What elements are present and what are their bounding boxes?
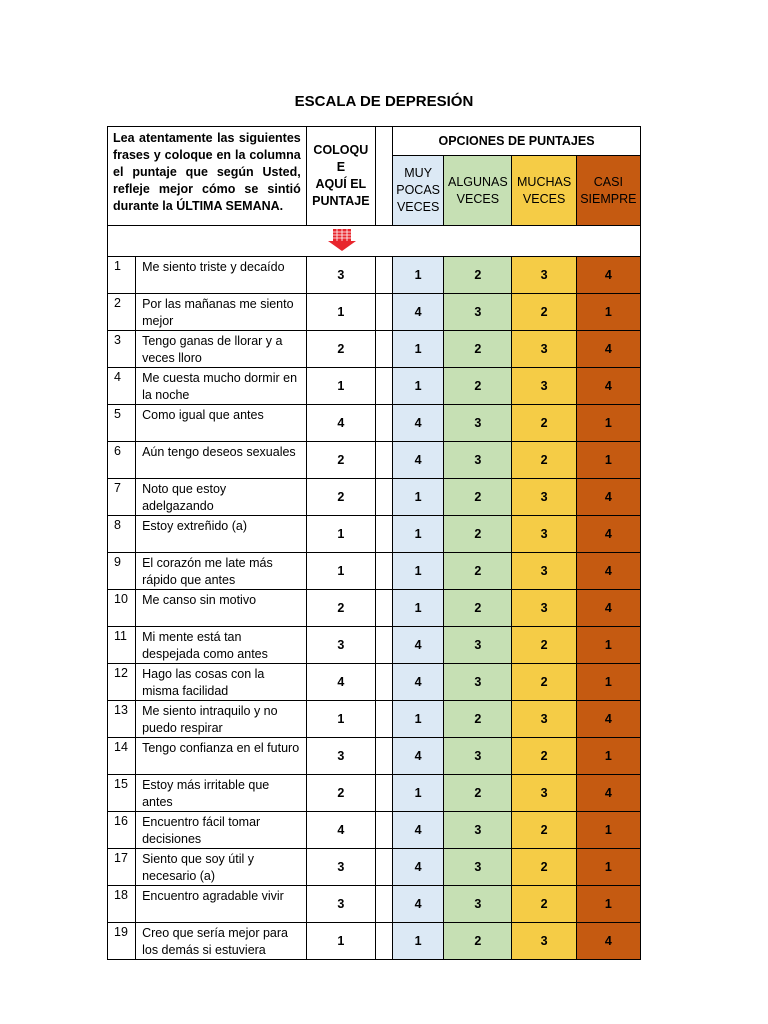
option-value: 1 [576,738,640,775]
option-value: 2 [512,812,576,849]
item-number: 7 [108,479,136,516]
option-value: 4 [576,701,640,738]
item-statement: Como igual que antes [136,405,307,442]
option-value: 1 [576,664,640,701]
option-value: 2 [444,553,512,590]
item-statement: Me siento intraquilo y no puedo respirar [136,701,307,738]
item-statement: El corazón me late más rápido que antes [136,553,307,590]
option-value: 2 [444,331,512,368]
item-number: 16 [108,812,136,849]
options-title: OPCIONES DE PUNTAJES [393,127,641,156]
option-value: 3 [512,701,576,738]
option-value: 2 [444,775,512,812]
score-input-cell[interactable]: 2 [306,442,375,479]
option-line: VECES [522,191,566,206]
item-statement: Me cuesta mucho dormir en la noche [136,368,307,405]
option-line: POCAS [396,183,441,197]
option-value: 4 [576,257,640,294]
gap-cell [375,442,392,479]
option-value: 4 [393,627,444,664]
option-value: 1 [393,368,444,405]
option-casi-siempre [576,156,640,226]
option-value: 2 [512,294,576,331]
gap-cell [375,849,392,886]
score-input-cell[interactable]: 3 [306,257,375,294]
item-number: 15 [108,775,136,812]
option-value: 3 [512,257,576,294]
option-value: 4 [576,516,640,553]
option-line: MUCHAS [517,174,572,189]
option-value: 1 [576,442,640,479]
gap-cell [375,812,392,849]
option-value: 2 [444,516,512,553]
item-number: 2 [108,294,136,331]
gap-cell [375,405,392,442]
gap-cell [375,886,392,923]
option-value: 2 [444,257,512,294]
option-muchas-veces [512,156,576,226]
coloque-line: AQUÍ EL [315,177,367,191]
item-statement: Estoy extreñido (a) [136,516,307,553]
option-line: ALGUNAS [447,174,508,189]
score-input-cell[interactable]: 4 [306,812,375,849]
option-value: 2 [444,590,512,627]
option-value: 4 [393,442,444,479]
option-value: 2 [444,368,512,405]
option-value: 2 [512,664,576,701]
item-number: 6 [108,442,136,479]
gap-cell [375,590,392,627]
gap-cell [375,701,392,738]
option-value: 4 [576,553,640,590]
option-value: 1 [576,627,640,664]
score-input-cell[interactable]: 3 [306,886,375,923]
table-row [108,775,641,812]
option-value: 4 [576,479,640,516]
item-statement: Estoy más irritable que antes [136,775,307,812]
item-statement: Me siento triste y decaído [136,257,307,294]
gap-cell [375,627,392,664]
item-statement: Me canso sin motivo [136,590,307,627]
item-statement: Mi mente está tan despejada como antes [136,627,307,664]
option-value: 1 [576,405,640,442]
option-value: 4 [393,405,444,442]
option-value: 3 [512,331,576,368]
option-value: 2 [512,849,576,886]
option-value: 1 [393,701,444,738]
option-value: 1 [393,923,444,960]
coloque-line: E [336,160,346,174]
option-value: 4 [393,812,444,849]
table-row [108,812,641,849]
option-value: 2 [512,627,576,664]
option-value: 3 [512,553,576,590]
option-line: VECES [456,191,500,206]
item-statement: Siento que soy útil y necesario (a) [136,849,307,886]
option-value: 4 [393,294,444,331]
gap-cell [375,257,392,294]
option-value: 3 [444,849,512,886]
option-value: 4 [393,849,444,886]
item-number: 19 [108,923,136,960]
option-value: 2 [512,886,576,923]
option-line: SIEMPRE [580,191,637,206]
page-title: ESCALA DE DEPRESIÓN [294,93,474,110]
option-value: 3 [444,294,512,331]
score-input-cell[interactable]: 1 [306,294,375,331]
item-statement: Hago las cosas con la misma facilidad [136,664,307,701]
option-line: CASI [593,174,623,189]
option-value: 3 [444,738,512,775]
option-value: 4 [576,368,640,405]
option-value: 1 [576,812,640,849]
gap-cell [375,738,392,775]
table-row [108,516,641,553]
gap-cell [375,368,392,405]
table-row [108,590,641,627]
item-statement: Por las mañanas me siento mejor [136,294,307,331]
option-value: 1 [393,590,444,627]
gap-cell [375,553,392,590]
option-value: 3 [512,923,576,960]
item-number: 13 [108,701,136,738]
option-value: 1 [393,257,444,294]
gap-cell [375,294,392,331]
score-input-cell[interactable]: 1 [306,923,375,960]
score-input-cell[interactable]: 2 [306,331,375,368]
option-value: 2 [444,923,512,960]
item-number: 4 [108,368,136,405]
red-down-arrow-icon [324,228,360,252]
table-row [108,479,641,516]
table-row [108,923,641,960]
score-input-cell[interactable]: 4 [306,405,375,442]
option-value: 2 [444,479,512,516]
gap-cell [375,664,392,701]
option-value: 4 [393,664,444,701]
option-value: 3 [444,664,512,701]
option-value: 3 [444,627,512,664]
table-row [108,886,641,923]
option-value: 1 [393,775,444,812]
coloque-header [306,127,375,226]
item-number: 18 [108,886,136,923]
instructions: Lea atentamente las siguientes frases y coloque en la columna el puntaje que según Usted, refleje mejor cómo se sintió durante la ÚLTIMA SEMANA. [108,127,307,226]
option-value: 1 [576,849,640,886]
item-number: 3 [108,331,136,368]
coloque-line: PUNTAJE [312,194,370,208]
option-value: 4 [576,331,640,368]
table-row [108,442,641,479]
score-input-cell[interactable]: 1 [306,553,375,590]
item-statement: Noto que estoy adelgazando [136,479,307,516]
table-row [108,849,641,886]
score-input-cell[interactable]: 1 [306,701,375,738]
table-row [108,405,641,442]
option-line: MUY [404,166,433,180]
score-input-cell[interactable]: 3 [306,738,375,775]
option-value: 2 [444,701,512,738]
option-value: 3 [444,886,512,923]
option-value: 4 [576,590,640,627]
item-statement: Encuentro fácil tomar decisiones [136,812,307,849]
option-value: 3 [512,479,576,516]
option-algunas-veces [444,156,512,226]
gap-cell [375,775,392,812]
option-value: 1 [393,553,444,590]
option-value: 1 [393,331,444,368]
gap-cell [375,331,392,368]
option-value: 1 [576,886,640,923]
option-value: 3 [512,516,576,553]
score-input-cell[interactable]: 4 [306,664,375,701]
score-input-cell[interactable]: 1 [306,516,375,553]
item-statement: Tengo ganas de llorar y a veces lloro [136,331,307,368]
gap-cell [375,923,392,960]
option-value: 4 [393,886,444,923]
option-value: 3 [512,590,576,627]
table-row [108,553,641,590]
option-value: 4 [576,775,640,812]
option-value: 3 [444,442,512,479]
score-input-cell[interactable]: 2 [306,590,375,627]
item-number: 9 [108,553,136,590]
table-row [108,627,641,664]
item-number: 14 [108,738,136,775]
item-number: 11 [108,627,136,664]
gap-cell [375,516,392,553]
score-input-cell[interactable]: 3 [306,627,375,664]
item-number: 17 [108,849,136,886]
option-value: 2 [512,405,576,442]
item-number: 8 [108,516,136,553]
option-line: VECES [396,200,440,214]
option-value: 3 [512,368,576,405]
table-row [108,738,641,775]
option-value: 3 [444,405,512,442]
item-statement: Tengo confianza en el futuro [136,738,307,775]
depression-scale-table [107,126,641,960]
item-statement: Aún tengo deseos sexuales [136,442,307,479]
item-statement: Creo que sería mejor para los demás si estuviera [136,923,307,960]
table-row [108,294,641,331]
item-number: 5 [108,405,136,442]
option-value: 1 [576,294,640,331]
table-row [108,368,641,405]
score-input-cell[interactable]: 3 [306,849,375,886]
score-input-cell[interactable]: 2 [306,775,375,812]
arrow-row [108,226,641,257]
table-row [108,257,641,294]
gap-cell [375,479,392,516]
item-statement: Encuentro agradable vivir [136,886,307,923]
option-value: 3 [444,812,512,849]
option-value: 1 [393,479,444,516]
option-value: 1 [393,516,444,553]
item-number: 10 [108,590,136,627]
option-value: 2 [512,442,576,479]
option-value: 2 [512,738,576,775]
score-input-cell[interactable]: 1 [306,368,375,405]
item-number: 12 [108,664,136,701]
option-value: 4 [393,738,444,775]
table-row [108,331,641,368]
table-row [108,701,641,738]
score-input-cell[interactable]: 2 [306,479,375,516]
item-number: 1 [108,257,136,294]
option-muy-pocas-veces [393,156,444,226]
coloque-line: COLOQU [313,143,369,157]
option-value: 3 [512,775,576,812]
option-value: 4 [576,923,640,960]
gap-cell [375,127,392,226]
table-row [108,664,641,701]
